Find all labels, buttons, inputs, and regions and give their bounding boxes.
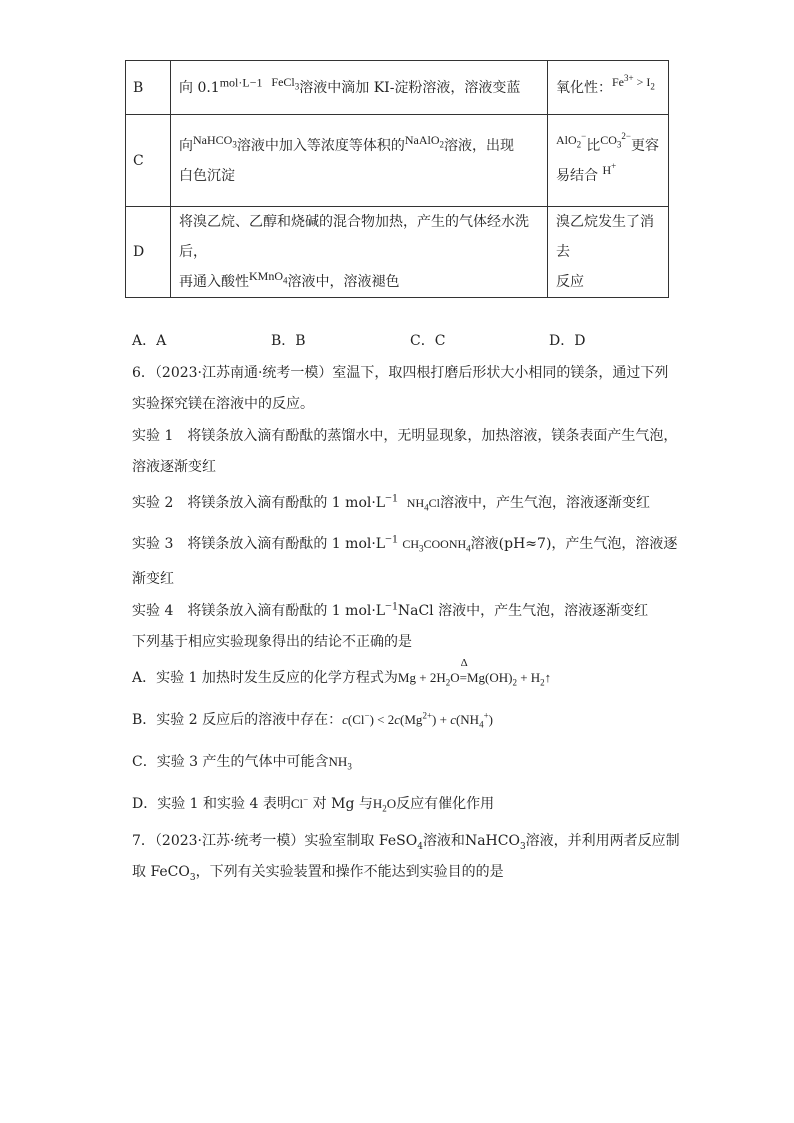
question-6-option-a: A．实验 1 加热时发生反应的化学方程式为$Mg + 2H_2O$ Δ $=Mg(OH)_2$ + $H_2↑$ [132,657,552,688]
option-b: B．B [271,333,306,349]
question-6-option-c: C．实验 3 产生的气体中可能含$NH_3$ [132,754,352,772]
experiment-4-line: 实验 4 将镁条放入滴有酚酞的 1 $mol\cdot L^{-1}NaCl$ 溶液中，产生气泡，溶液逐渐变红 [132,598,649,619]
table-row [126,61,669,115]
experiment-3-line: 实验 3 将镁条放入滴有酚酞的 1 $mol\cdot L^{-1}$ $CH_3COONH_4$溶液(pH≈7)，产生气泡，溶液逐 [132,531,678,554]
table-row [126,115,669,207]
question-6-option-b: B．实验 2 反应后的溶液中存在：$c(Cl^-) < 2c(Mg^{2+}) + c(NH_4^+)$ [132,710,493,730]
table-row [126,207,669,298]
experiment-1-line: 实验 1 将镁条放入滴有酚酞的蒸馏水中，无明显现象，加热溶液，镁条表面产生气泡， [132,428,678,444]
experiment-1-line-cont: 溶液逐渐变红 [132,459,216,475]
question-6-header-cont: 实验探究镁在溶液中的反应。 [132,396,314,412]
row-operation: 向$^{NaHCO_3}$溶液中加入等浓度等体积的$^{NaAlO_2}$溶液，出现 白色沉淀 [171,115,548,207]
question-6-header: 6．（2023·江苏南通·统考一模）室温下，取四根打磨后形状大小相同的镁条，通过下列 [132,365,669,381]
question-7-line-1: 7．（2023·江苏·统考一模）实验室制取 FeSO$_4$溶液和NaHCO$_3$溶液，并利用两者反应制 [132,833,680,852]
option-d: D．D [549,333,586,349]
question-6-prompt: 下列基于相应实验现象得出的结论不正确的是 [132,634,412,650]
option-a: A．A [132,333,167,349]
experiment-table [125,60,669,298]
question-7-line-2: 取 FeCO$_3$，下列有关实验装置和操作不能达到实验目的的是 [132,864,504,883]
row-operation: 向 $0.1^{mol\cdot L-1}$ $^{FeCl_3}$溶液中滴加 KI-淀粉溶液，溶液变蓝 [171,61,548,115]
answer-options [132,330,688,350]
experiment-3-line-cont: 渐变红 [132,571,174,587]
row-label: C [126,115,171,207]
row-conclusion: 溴乙烷发生了消去 反应 [548,207,669,298]
row-label: D [126,207,171,298]
question-6-option-d: D．实验 1 和实验 4 表明Cl− 对 Mg 与$H_2O$反应有催化作用 [132,794,495,814]
row-conclusion: 氧化性：$^{Fe^{3+} > I_2}$ [548,61,669,115]
option-c: C．C [410,333,446,349]
row-label: B [126,61,171,115]
row-operation: 将溴乙烷、乙醇和烧碱的混合物加热，产生的气体经水洗后， 再通入酸性$^{KMnO_4}$溶液中，溶液褪色 [171,207,548,298]
row-conclusion: $^{AlO_2^-}$比$^{CO_3^{2-}}$更容 易结合 $^{H^+}$ [548,115,669,207]
experiment-2-line: 实验 2 将镁条放入滴有酚酞的 1 $mol\cdot L^{-1}$ $NH_4Cl$溶液中，产生气泡，溶液逐渐变红 [132,490,650,513]
